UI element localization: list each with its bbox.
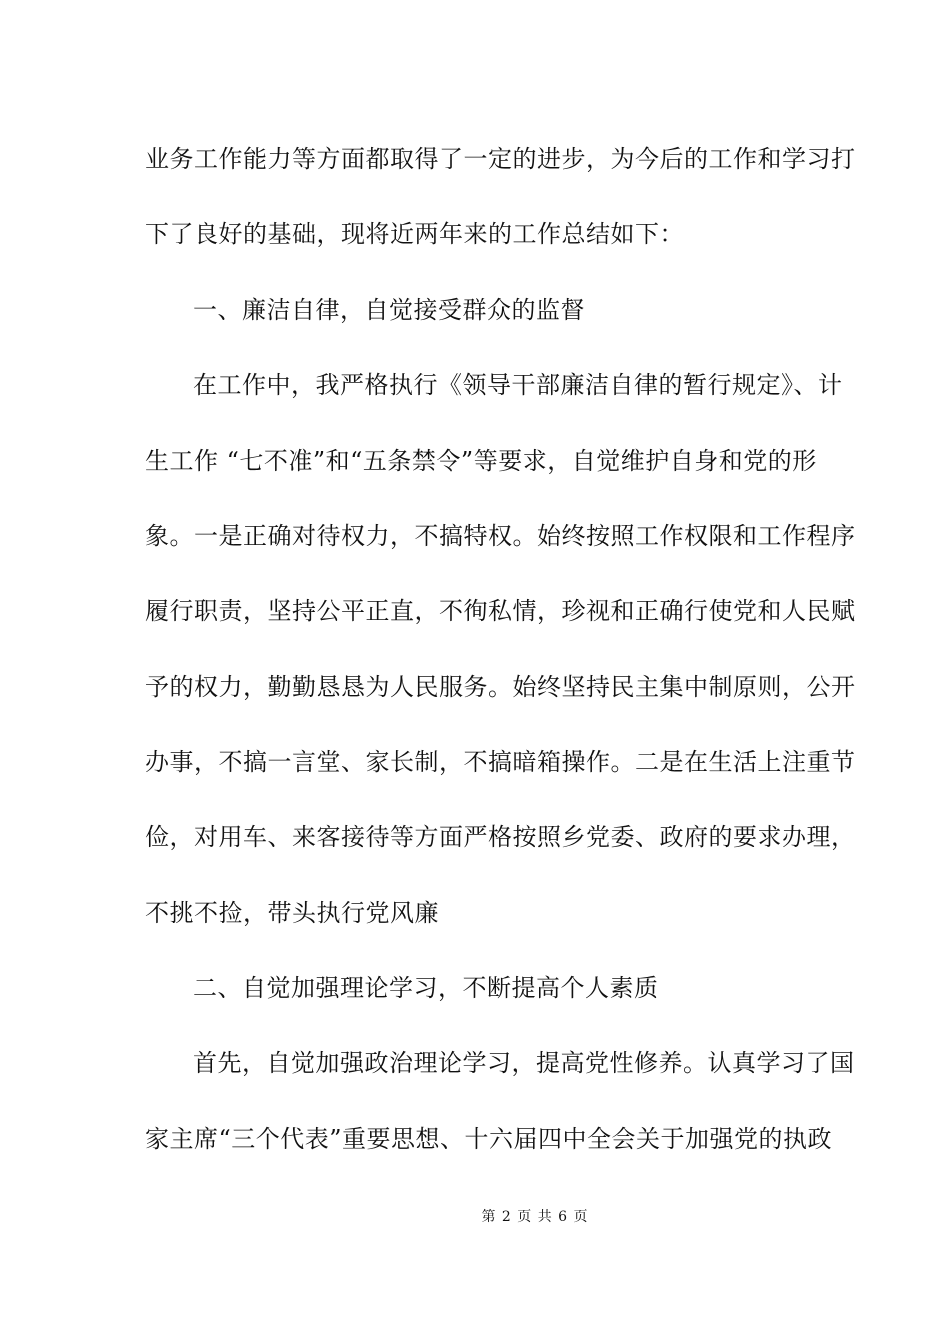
section-heading-2: 二、自觉加强理论学习，不断提高个人素质 <box>193 974 659 1002</box>
body-line-8: 办事，不搞一言堂、家长制，不搞暗箱操作。二是在生活上注重节 <box>145 748 856 776</box>
body-line-1: 业务工作能力等方面都取得了一定的进步，为今后的工作和学习打 <box>145 145 856 173</box>
page-number-footer: 第 2 页 共 6 页 <box>481 1209 589 1225</box>
body-line-7: 予的权力，勤勤恳恳为人民服务。始终坚持民主集中制原则，公开 <box>145 673 856 701</box>
body-line-3: 在工作中，我严格执行《领导干部廉洁自律的暂行规定》、计 <box>193 371 843 399</box>
body-line-9: 俭，对用车、来客接待等方面严格按照乡党委、政府的要求办理， <box>145 823 856 851</box>
body-line-10: 不挑不捡，带头执行党风廉 <box>145 899 439 927</box>
body-line-12: 家主席“三个代表”重要思想、十六届四中全会关于加强党的执政 <box>145 1125 833 1153</box>
body-line-4: 生工作 “七不准”和“五条禁令”等要求，自觉维护自身和党的形 <box>145 447 817 475</box>
body-line-5: 象。一是正确对待权力，不搞特权。始终按照工作权限和工作程序 <box>145 522 856 550</box>
body-line-2: 下了良好的基础，现将近两年来的工作总结如下： <box>145 220 684 248</box>
section-heading-1: 一、廉洁自律，自觉接受群众的监督 <box>193 296 585 324</box>
body-line-11: 首先，自觉加强政治理论学习，提高党性修养。认真学习了国 <box>193 1049 855 1077</box>
body-line-6: 履行职责，坚持公平正直，不徇私情，珍视和正确行使党和人民赋 <box>145 597 856 625</box>
